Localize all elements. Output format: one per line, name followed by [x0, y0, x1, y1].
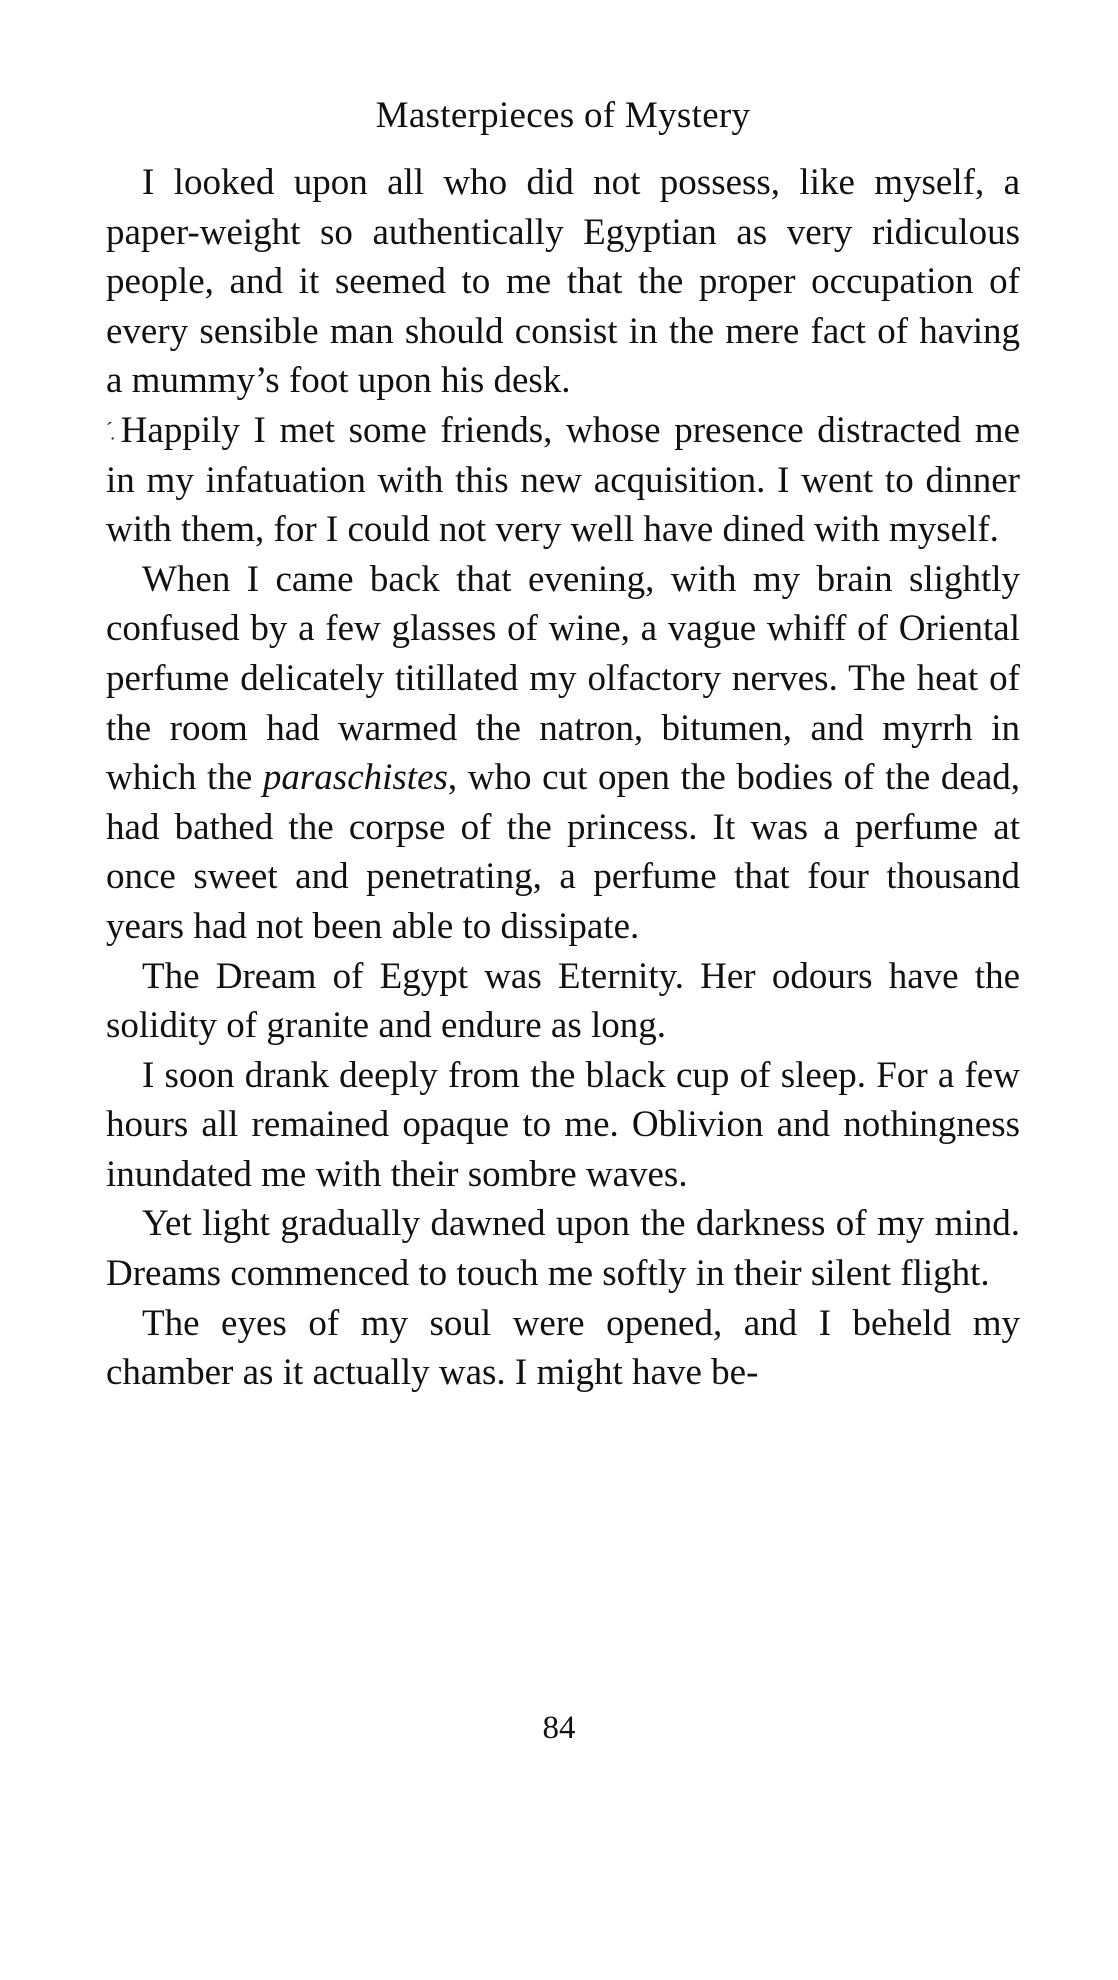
paragraph-3-text-before: When I came back that evening, with my brain slightly confused by a few glasses of wine, a vague whiff of Oriental perfume delicately titillated my olfactory nerves. The heat of the room had warmed the natron, bitumen, and myrrh in which the: [106, 558, 1020, 799]
book-page: [106, 92, 1020, 1398]
body-text: [106, 158, 1020, 1398]
paragraph-7: The eyes of my soul were opened, and I beheld my chamber as it actually was. I might have be‐: [106, 1302, 1020, 1394]
paragraph-4: The Dream of Egypt was Eternity. Her odours have the solidity of granite and endure as long.: [106, 955, 1020, 1047]
page-number: 84: [542, 1710, 576, 1746]
running-head: Masterpieces of Mystery: [375, 95, 751, 136]
paragraph-2-text: Happily I met some friends, whose presence distracted me in my infatuation with this new acquisition. I went to dinner with them, for I could not very well have dined with myself.: [106, 409, 1020, 551]
paragraph-1: I looked upon all who did not possess, like myself, a paper-weight so authentically Egyptian as very ridiculous people, and it seemed to me that the proper occupation of every sensible man should consist in the mere fact of having a mummy’s foot upon his desk.: [106, 162, 1020, 402]
paragraph-3-text-after: , who cut open the bodies of the dead, had bathed the corpse of the princess. It was a perfume at once sweet and penetrating, a perfume that four thousand years had not been able to dissipate.: [106, 757, 1020, 947]
paragraph-3-italic-term: paraschistes: [262, 757, 448, 799]
paragraph-2: [106, 406, 1020, 555]
paragraph-5: I soon drank deeply from the black cup of sleep. For a few hours all remained opaque to me. Oblivion and nothingness inundated me with their sombre waves.: [106, 1054, 1020, 1195]
paragraph-6: Yet light gradually dawned upon the darkness of my mind. Dreams commenced to touch me softly in their silent flight.: [106, 1203, 1020, 1295]
paragraph-3: [106, 555, 1020, 952]
stray-ink-mark: ´̣: [106, 418, 113, 441]
